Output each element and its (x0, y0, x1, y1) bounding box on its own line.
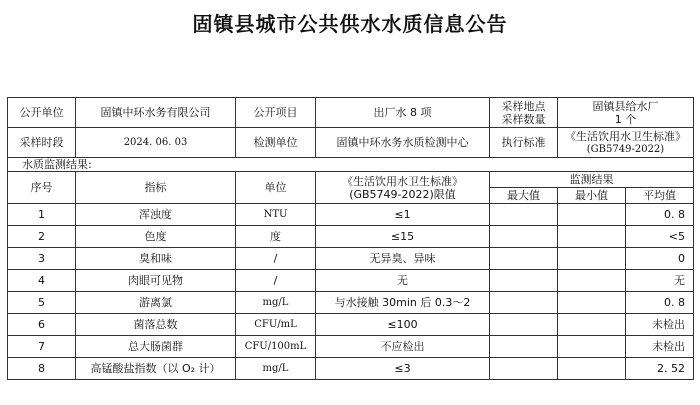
row-limit: 无异臭、异味 (316, 248, 490, 270)
row-max (490, 336, 558, 358)
row-no: 3 (8, 248, 76, 270)
row-avg: 0. 8 (626, 204, 694, 226)
row-limit: 不应检出 (316, 336, 490, 358)
header-min: 最小值 (558, 188, 626, 204)
table-row (8, 314, 694, 336)
table-row (8, 336, 694, 358)
row-min (558, 292, 626, 314)
item-value: 出厂水 8 项 (316, 98, 490, 128)
header-unit: 单位 (236, 172, 316, 204)
info-row-2 (8, 128, 694, 158)
site-value (558, 98, 694, 128)
row-indicator: 色度 (76, 226, 236, 248)
row-unit: CFU/100mL (236, 336, 316, 358)
row-min (558, 204, 626, 226)
row-avg: 2. 52 (626, 358, 694, 380)
row-max (490, 314, 558, 336)
table-row (8, 292, 694, 314)
header-results: 监测结果 (490, 172, 694, 188)
row-unit: mg/L (236, 358, 316, 380)
row-avg: 无 (626, 270, 694, 292)
row-min (558, 314, 626, 336)
row-min (558, 358, 626, 380)
row-limit: ≤1 (316, 204, 490, 226)
row-avg: 0 (626, 248, 694, 270)
row-unit: / (236, 248, 316, 270)
row-min (558, 226, 626, 248)
water-quality-table (7, 97, 694, 380)
site-value-line-2: 1 个 (614, 112, 637, 126)
row-max (490, 358, 558, 380)
table-row (8, 270, 694, 292)
unit-label: 检测单位 (236, 128, 316, 158)
publisher-label: 公开单位 (8, 98, 76, 128)
row-max (490, 226, 558, 248)
row-min (558, 336, 626, 358)
table-row (8, 226, 694, 248)
row-max (490, 248, 558, 270)
standard-label: 执行标准 (490, 128, 558, 158)
row-limit: ≤100 (316, 314, 490, 336)
header-no: 序号 (8, 172, 76, 204)
table-row (8, 204, 694, 226)
item-label: 公开项目 (236, 98, 316, 128)
row-indicator: 游离氯 (76, 292, 236, 314)
row-no: 4 (8, 270, 76, 292)
row-max (490, 270, 558, 292)
header-limit-line-1: 《生活饮用水卫生标准》 (342, 174, 463, 188)
row-indicator: 臭和味 (76, 248, 236, 270)
row-avg: 0. 8 (626, 292, 694, 314)
row-indicator: 菌落总数 (76, 314, 236, 336)
row-avg: <5 (626, 226, 694, 248)
standard-value (558, 128, 694, 158)
row-limit: 与水接触 30min 后 0.3～2 (316, 292, 490, 314)
row-no: 5 (8, 292, 76, 314)
row-unit: NTU (236, 204, 316, 226)
row-max (490, 292, 558, 314)
info-row-1 (8, 98, 694, 128)
header-max: 最大值 (490, 188, 558, 204)
row-unit: 度 (236, 226, 316, 248)
row-max (490, 204, 558, 226)
standard-value-line-2: (GB5749-2022) (586, 143, 665, 155)
unit-value: 固镇中环水务水质检测中心 (316, 128, 490, 158)
site-label-line-2: 采样数量 (501, 112, 546, 126)
section-title: 水质监测结果: (8, 158, 694, 172)
site-value-line-1: 固镇县给水厂 (592, 99, 659, 113)
header-limit-line-2: (GB5749-2022)限值 (349, 187, 456, 201)
row-avg: 未检出 (626, 314, 694, 336)
header-row-1 (8, 172, 694, 188)
table-row (8, 248, 694, 270)
site-label (490, 98, 558, 128)
row-no: 6 (8, 314, 76, 336)
row-indicator: 高锰酸盐指数（以 O₂ 计） (76, 358, 236, 380)
row-min (558, 270, 626, 292)
publisher-value: 固镇中环水务有限公司 (76, 98, 236, 128)
site-label-line-1: 采样地点 (501, 99, 546, 113)
page-title: 固镇县城市公共供水水质信息公告 (192, 12, 508, 36)
table-row (8, 358, 694, 380)
row-indicator: 浑浊度 (76, 204, 236, 226)
row-no: 2 (8, 226, 76, 248)
time-value: 2024. 06. 03 (76, 128, 236, 158)
standard-value-line-1: 《生活饮用水卫生标准》 (565, 129, 686, 143)
header-limit (316, 172, 490, 204)
row-min (558, 248, 626, 270)
header-indicator: 指标 (76, 172, 236, 204)
section-row (8, 158, 694, 172)
row-unit: mg/L (236, 292, 316, 314)
row-limit: 无 (316, 270, 490, 292)
row-indicator: 总大肠菌群 (76, 336, 236, 358)
row-unit: CFU/mL (236, 314, 316, 336)
row-limit: ≤15 (316, 226, 490, 248)
header-avg: 平均值 (626, 188, 694, 204)
row-unit: / (236, 270, 316, 292)
row-limit: ≤3 (316, 358, 490, 380)
row-avg: 未检出 (626, 336, 694, 358)
time-label: 采样时段 (8, 128, 76, 158)
row-no: 8 (8, 358, 76, 380)
row-indicator: 肉眼可见物 (76, 270, 236, 292)
row-no: 7 (8, 336, 76, 358)
row-no: 1 (8, 204, 76, 226)
